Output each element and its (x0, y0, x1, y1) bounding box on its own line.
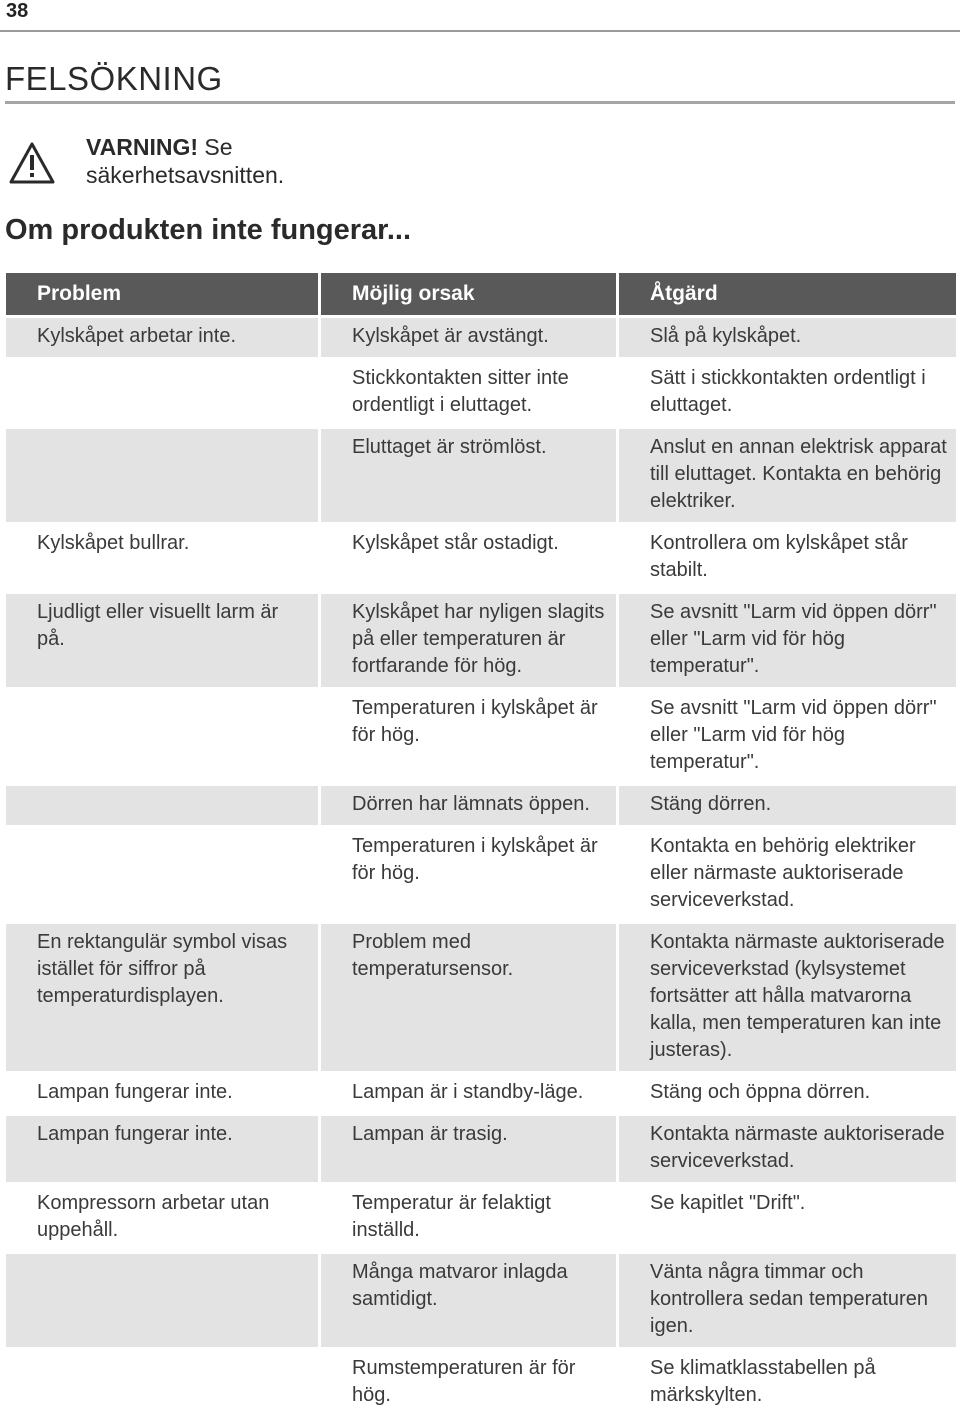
header-rule (0, 30, 960, 32)
table-row (6, 690, 956, 783)
cell-cause: Dörren har lämnats öppen. (321, 786, 616, 825)
table-header-row (6, 273, 956, 315)
warning-triangle-icon (8, 141, 56, 185)
header-cause: Möjlig orsak (321, 273, 616, 315)
cell-cause: Många matvaror inlagda samtidigt. (321, 1254, 616, 1347)
warning-message-line2: säkerhetsavsnitten. (86, 162, 285, 188)
cell-action: Sätt i stickkontakten ordentligt i eluttaget. (619, 360, 956, 426)
cell-action: Se kapitlet "Drift". (619, 1185, 956, 1251)
cell-action: Stäng och öppna dörren. (619, 1074, 956, 1113)
cell-action: Se avsnitt "Larm vid öppen dörr" eller "Larm vid för hög temperatur". (619, 690, 956, 783)
table-row (6, 429, 956, 522)
cell-cause: Kylskåpet är avstängt. (321, 318, 616, 357)
cell-action: Anslut en annan elektrisk apparat till eluttaget. Kontakta en behörig elektriker. (619, 429, 956, 522)
cell-cause: Kylskåpet har nyligen slagits på eller temperaturen är fortfarande för hög. (321, 594, 616, 687)
cell-problem (6, 1254, 318, 1347)
title-rule (5, 101, 955, 104)
cell-problem (6, 360, 318, 426)
cell-problem: Kylskåpet arbetar inte. (6, 318, 318, 357)
table-row (6, 786, 956, 825)
cell-cause: Stickkontakten sitter inte ordentligt i eluttaget. (321, 360, 616, 426)
subheading: Om produkten inte fungerar... (5, 214, 412, 246)
cell-problem: En rektangulär symbol visas istället för siffror på temperaturdisplayen. (6, 924, 318, 1071)
warning-notice (8, 133, 568, 203)
header-action: Åtgärd (619, 273, 956, 315)
cell-problem (6, 786, 318, 825)
cell-problem: Kompressorn arbetar utan uppehåll. (6, 1185, 318, 1251)
table-row (6, 1116, 956, 1182)
table-row (6, 1254, 956, 1347)
cell-cause: Temperaturen i kylskåpet är för hög. (321, 690, 616, 783)
cell-cause: Eluttaget är strömlöst. (321, 429, 616, 522)
cell-cause: Temperatur är felaktigt inställd. (321, 1185, 616, 1251)
cell-action: Kontrollera om kylskåpet står stabilt. (619, 525, 956, 591)
table-row (6, 525, 956, 591)
warning-message: Se (198, 134, 233, 160)
cell-cause: Problem med temperatursensor. (321, 924, 616, 1071)
cell-problem (6, 690, 318, 783)
cell-cause: Lampan är trasig. (321, 1116, 616, 1182)
cell-cause: Kylskåpet står ostadigt. (321, 525, 616, 591)
cell-problem (6, 828, 318, 921)
table-row (6, 594, 956, 687)
cell-problem: Lampan fungerar inte. (6, 1116, 318, 1182)
cell-cause: Rumstemperaturen är för hög. (321, 1350, 616, 1416)
cell-action: Kontakta en behörig elektriker eller närmaste auktoriserade serviceverkstad. (619, 828, 956, 921)
table-row (6, 1350, 956, 1416)
cell-problem (6, 429, 318, 522)
cell-action: Vänta några timmar och kontrollera sedan temperaturen igen. (619, 1254, 956, 1347)
warning-label: VARNING! (86, 134, 199, 160)
warning-text (86, 133, 284, 189)
troubleshooting-table (3, 270, 959, 1419)
cell-action: Kontakta närmaste auktoriserade serviceverkstad (kylsystemet fortsätter att hålla matvarorna kalla, men temperaturen kan inte justeras). (619, 924, 956, 1071)
cell-action: Stäng dörren. (619, 786, 956, 825)
table-row (6, 318, 956, 357)
cell-cause: Temperaturen i kylskåpet är för hög. (321, 828, 616, 921)
cell-action: Slå på kylskåpet. (619, 318, 956, 357)
cell-problem: Kylskåpet bullrar. (6, 525, 318, 591)
page-number: 38 (6, 0, 29, 22)
cell-action: Kontakta närmaste auktoriserade serviceverkstad. (619, 1116, 956, 1182)
cell-action: Se klimatklasstabellen på märkskylten. (619, 1350, 956, 1416)
section-title: FELSÖKNING (5, 60, 223, 97)
table-row (6, 924, 956, 1071)
cell-problem: Lampan fungerar inte. (6, 1074, 318, 1113)
cell-problem (6, 1350, 318, 1416)
table-row (6, 1074, 956, 1113)
header-problem: Problem (6, 273, 318, 315)
table-row (6, 360, 956, 426)
table-row (6, 1185, 956, 1251)
cell-cause: Lampan är i standby-läge. (321, 1074, 616, 1113)
cell-problem: Ljudligt eller visuellt larm är på. (6, 594, 318, 687)
table-row (6, 828, 956, 921)
cell-action: Se avsnitt "Larm vid öppen dörr" eller "Larm vid för hög temperatur". (619, 594, 956, 687)
